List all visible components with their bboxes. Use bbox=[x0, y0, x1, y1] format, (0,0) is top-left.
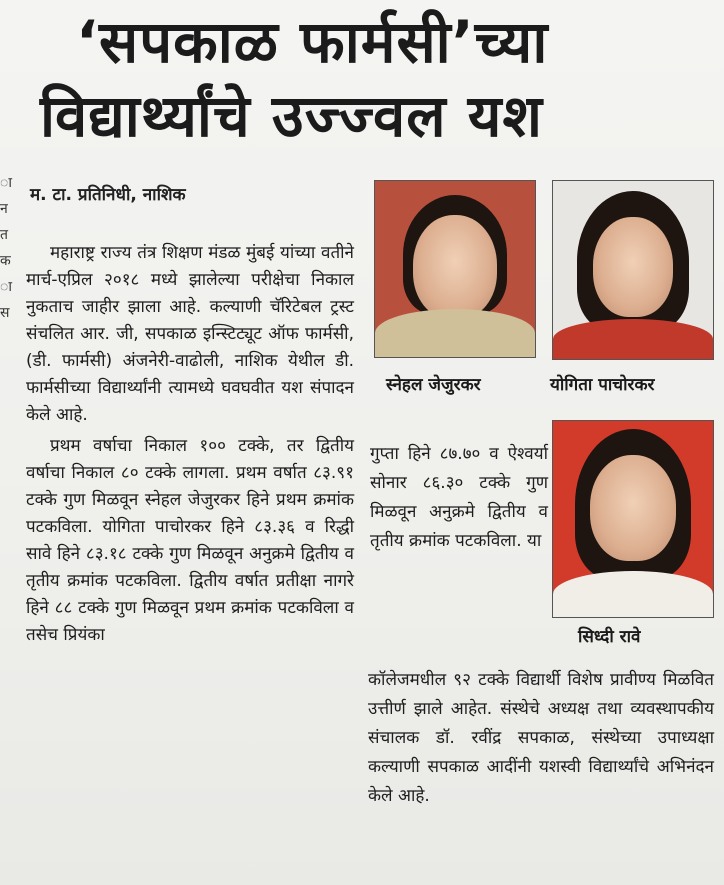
body-column-bottom bbox=[368, 666, 714, 811]
fragment-char: स bbox=[0, 305, 10, 321]
student-photo-2 bbox=[552, 180, 714, 360]
headline-line-1: ‘सपकाळ फार्मसी’च्या bbox=[76, 8, 549, 76]
body-paragraph: प्रथम वर्षाचा निकाल १०० टक्के, तर द्वितीय वर्षाचा निकाल ८० टक्के लागला. प्रथम वर्षात ८३.९१ टक्के गुण मिळवून स्नेहल जेजुरकर हिने प्रथम क्रमांक पटकविला. योगिता पाचोरकर हिने ८३.३६ व रिद्धी सावे हिने ८३.१८ टक्के गुण मिळवून अनुक्रमे द्वितीय व तृतीय क्रमांक पटकविला. द्वितीय वर्षात प्रतीक्षा नागरे हिने ८८ टक्के गुण मिळवून प्रथम क्रमांक पटकविला व तसेच प्रियंका bbox=[26, 436, 354, 645]
student-photo-1 bbox=[374, 180, 536, 358]
fragment-char: क bbox=[0, 253, 11, 269]
fragment-char: त bbox=[0, 227, 8, 243]
adjacent-column-fragment bbox=[0, 170, 14, 330]
photo-caption-3: सिध्दी रावे bbox=[578, 627, 641, 647]
article-headline bbox=[40, 6, 724, 154]
headline-line-2: विद्यार्थ्यांचे उज्ज्वल यश bbox=[40, 82, 543, 150]
byline: म. टा. प्रतिनिधी, नाशिक bbox=[30, 185, 186, 205]
photo-caption-1: स्नेहल जेजुरकर bbox=[386, 375, 481, 395]
student-photo-3 bbox=[552, 420, 714, 618]
photo-caption-2: योगिता पाचोरकर bbox=[550, 375, 655, 395]
fragment-char: न bbox=[0, 201, 8, 217]
body-column-left bbox=[26, 240, 354, 653]
body-column-middle: गुप्ता हिने ८७.७० व ऐश्वर्या सोनार ८६.३० टक्के गुण मिळवून अनुक्रमे द्वितीय व तृतीय क्रमांक पटकविला. या bbox=[370, 444, 548, 551]
body-paragraph: महाराष्ट्र राज्य तंत्र शिक्षण मंडळ मुंबई यांच्या वतीने मार्च-एप्रिल २०१८ मध्ये झालेल्या परीक्षेचा निकाल नुकताच जाहीर झाला आहे. कल्याणी चॅरिटेबल ट्रस्ट संचलित आर. जी, सपकाळ इन्स्टिट्यूट ऑफ फार्मसी, (डी. फार्मसी) अंजनेरी-वाढोली, नाशिक येथील डी. फार्मसीच्या विद्यार्थ्यांनी त्यामध्ये घवघवीत यश संपादन केले आहे. bbox=[26, 243, 354, 425]
fragment-char: ा bbox=[0, 279, 12, 295]
body-paragraph: कॉलेजमधील ९२ टक्के विद्यार्थी विशेष प्रावीण्य मिळवित उत्तीर्ण झाले आहेत. संस्थेचे अध्यक्ष तथा व्यवस्थापकीय संचालक डॉ. रवींद्र सपकाळ, संस्थेच्या उपाध्यक्षा कल्याणी सपकाळ आदींनी यशस्वी विद्यार्थ्यांचे अभिनंदन केले आहे. bbox=[368, 670, 714, 806]
fragment-char: ा bbox=[0, 175, 12, 191]
